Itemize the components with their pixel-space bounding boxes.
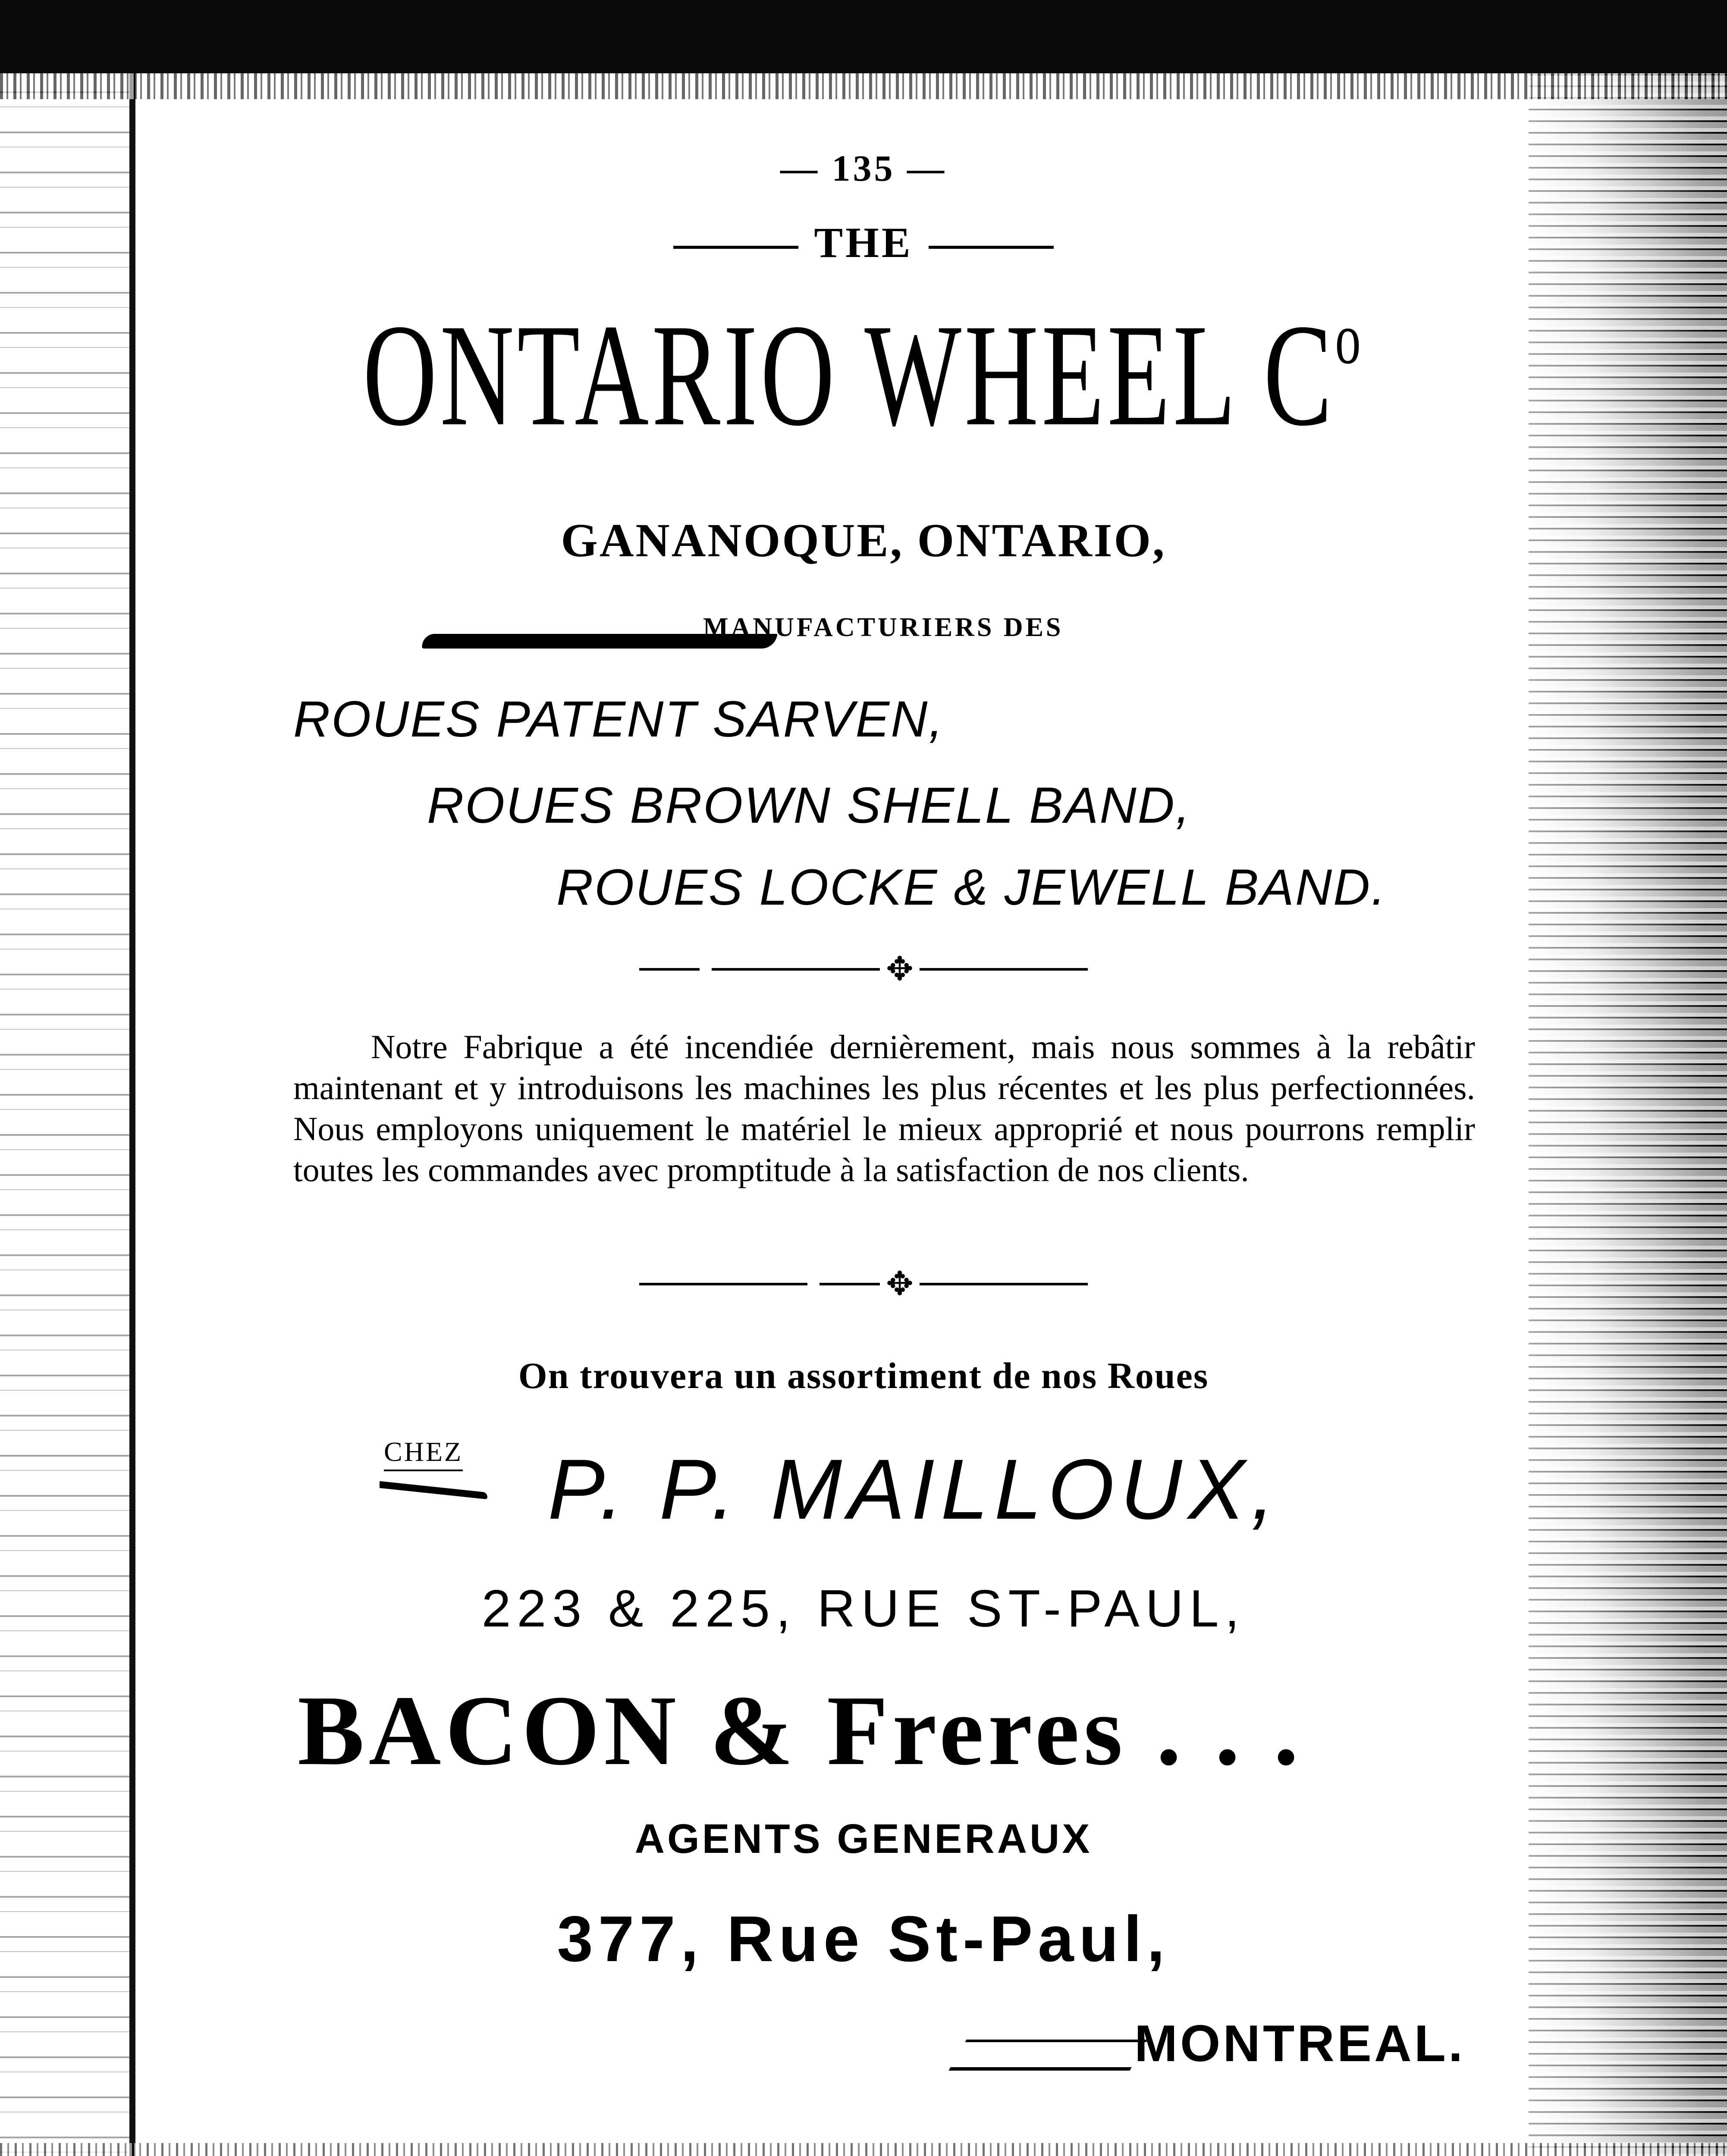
city-swash (948, 2040, 1148, 2071)
agents-label: AGENTS GENERAUX (634, 1816, 1093, 1862)
notice-paragraph (293, 1026, 1475, 1190)
header-rule-left (673, 246, 798, 249)
divider-rule (639, 968, 700, 971)
merchant-name: P. P. MAILLOUX, (548, 1442, 1281, 1537)
divider-rule (820, 1283, 880, 1285)
chez-swash (380, 1481, 487, 1499)
company-title (0, 294, 1727, 456)
product-line-3: ROUES LOCKE & JEWELL BAND. (556, 859, 1387, 916)
ornament-icon: ✥ (886, 951, 914, 987)
product-line-1: ROUES PATENT SARVEN, (293, 691, 945, 748)
divider-rule (712, 968, 880, 971)
page-number: — 135 — (780, 147, 947, 189)
company-name (363, 294, 1364, 456)
company-name-suffix: o (1335, 298, 1364, 379)
agent-name: BACON & Freres . . . (298, 1675, 1303, 1786)
merchant-block (380, 1436, 1415, 1548)
manufacturers-label: MANUFACTURIERS DES (703, 613, 1064, 642)
ornamental-divider-1 (0, 953, 1727, 986)
chez-label: CHEZ (384, 1436, 463, 1467)
city-name: MONTREAL. (1134, 2015, 1466, 2072)
divider-rule (639, 1283, 807, 1285)
notice-text: Notre Fabrique a été incendiée dernièrement, mais nous sommes à la rebâtir maintenant et y introduisons les machines les plus récentes et les plus perfectionnées. Nous employons uniquement le matériel le mieux approprié et nous pourrons remplir toutes les commandes avec promptitude à la satisfaction de nos clients. (293, 1028, 1475, 1188)
assortment-line: On trouvera un assortiment de nos Roues (518, 1355, 1209, 1396)
agent-address: 377, Rue St-Paul, (557, 1902, 1170, 1975)
divider-rule (920, 1283, 1088, 1285)
product-line-2: ROUES BROWN SHELL BAND, (427, 777, 1191, 834)
city-block (958, 2014, 1518, 2074)
ornamental-divider-2 (0, 1268, 1727, 1300)
ornament-icon: ✥ (886, 1266, 914, 1302)
header-the-text: THE (814, 219, 913, 266)
company-location: GANANOQUE, ONTARIO, (561, 514, 1166, 567)
header-rule-right (929, 246, 1054, 249)
company-name-text: ONTARIO WHEEL C (363, 294, 1335, 456)
header-the (0, 218, 1727, 267)
divider-rule (920, 968, 1088, 971)
manufacturers-heading (423, 612, 1113, 664)
merchant-address: 223 & 225, RUE ST-PAUL, (481, 1579, 1246, 1638)
